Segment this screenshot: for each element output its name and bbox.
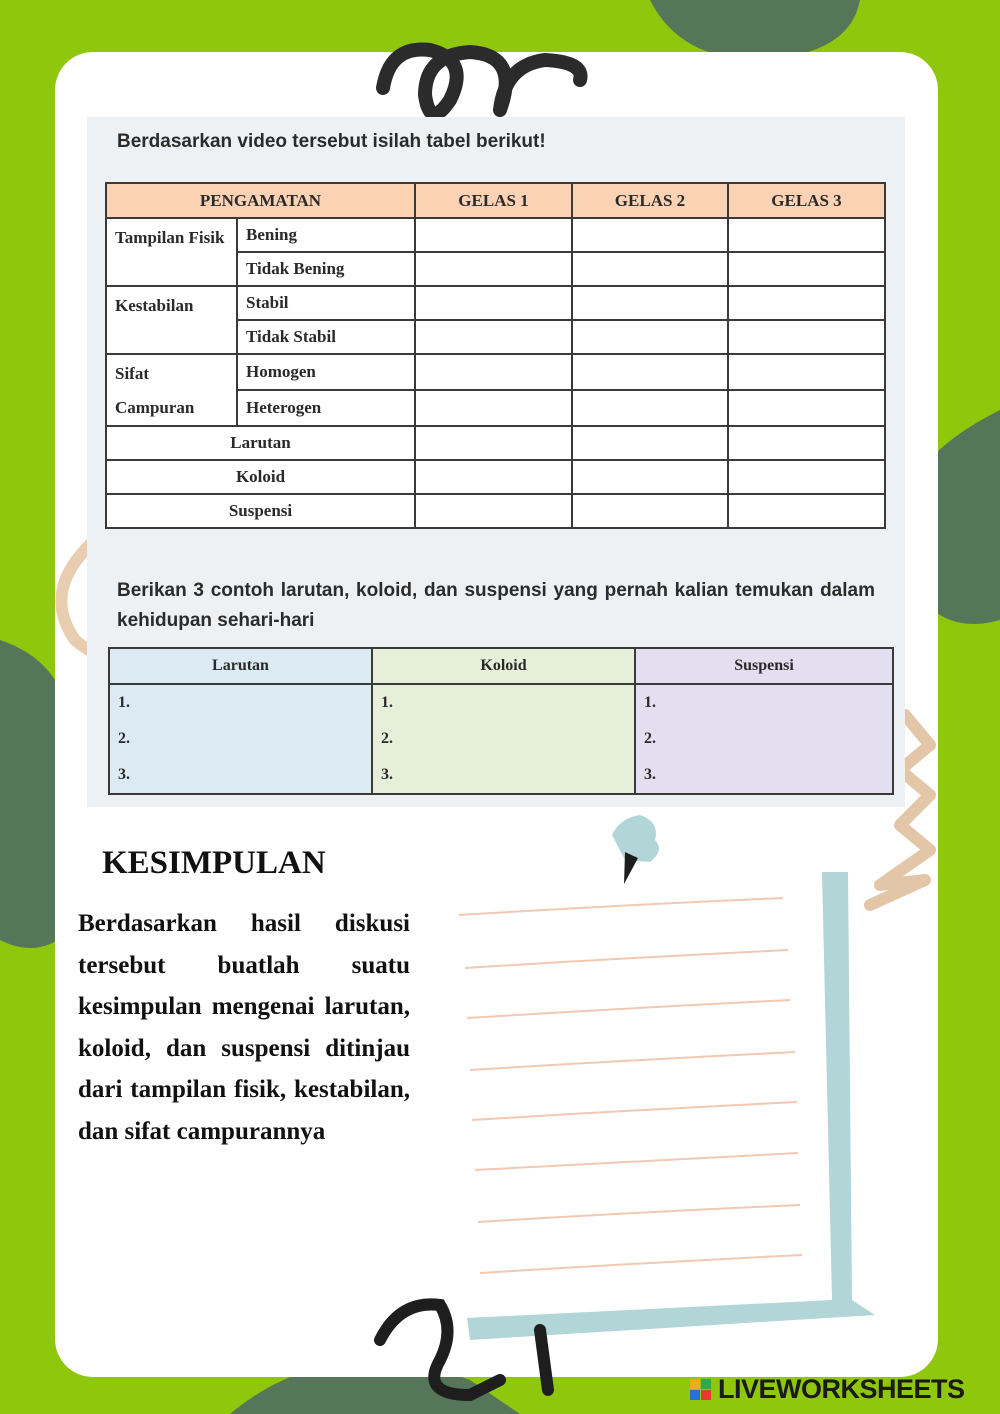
row-label: Bening <box>237 218 415 252</box>
answer-cell[interactable] <box>572 426 728 460</box>
answer-cell[interactable] <box>728 252 885 286</box>
header-pengamatan: PENGAMATAN <box>106 183 415 218</box>
conclusion-title: KESIMPULAN <box>102 845 326 881</box>
row-suspensi: Suspensi <box>106 494 415 528</box>
suspensi-examples-cell[interactable] <box>635 684 893 794</box>
answer-cell[interactable] <box>415 286 572 320</box>
answer-cell[interactable] <box>572 390 728 426</box>
answer-cell[interactable] <box>728 218 885 252</box>
row-label: Tidak Stabil <box>237 320 415 354</box>
item-number: 3. <box>381 766 393 783</box>
answer-cell[interactable] <box>728 320 885 354</box>
item-number: 2. <box>644 730 656 747</box>
row-koloid: Koloid <box>106 460 415 494</box>
answer-cell[interactable] <box>415 354 572 390</box>
header-gelas-2: GELAS 2 <box>572 183 728 218</box>
koloid-examples-cell[interactable] <box>372 684 635 794</box>
brand-name: LIVEWORKSHEETS <box>718 1374 965 1404</box>
answer-cell[interactable] <box>415 426 572 460</box>
table-instruction: Berdasarkan video tersebut isilah tabel berikut! <box>117 131 546 152</box>
row-larutan: Larutan <box>106 426 415 460</box>
header-suspensi: Suspensi <box>635 648 893 684</box>
liveworksheets-logo <box>690 1374 965 1405</box>
examples-table <box>108 647 894 795</box>
item-number: 1. <box>381 694 393 711</box>
header-larutan: Larutan <box>109 648 372 684</box>
answer-cell[interactable] <box>572 252 728 286</box>
header-koloid: Koloid <box>372 648 635 684</box>
answer-cell[interactable] <box>572 494 728 528</box>
row-label: Heterogen <box>237 390 415 426</box>
answer-cell[interactable] <box>415 494 572 528</box>
category-tampilan-fisik: Tampilan Fisik <box>106 218 237 286</box>
row-label: Homogen <box>237 354 415 390</box>
header-gelas-1: GELAS 1 <box>415 183 572 218</box>
answer-cell[interactable] <box>572 354 728 390</box>
answer-cell[interactable] <box>572 460 728 494</box>
header-gelas-3: GELAS 3 <box>728 183 885 218</box>
answer-cell[interactable] <box>728 460 885 494</box>
answer-cell[interactable] <box>572 320 728 354</box>
item-number: 1. <box>118 694 130 711</box>
answer-cell[interactable] <box>728 426 885 460</box>
answer-cell[interactable] <box>728 494 885 528</box>
answer-cell[interactable] <box>728 354 885 390</box>
answer-cell[interactable] <box>728 390 885 426</box>
answer-cell[interactable] <box>572 286 728 320</box>
row-label: Stabil <box>237 286 415 320</box>
item-number: 2. <box>381 730 393 747</box>
item-number: 3. <box>118 766 130 783</box>
item-number: 2. <box>118 730 130 747</box>
answer-cell[interactable] <box>728 286 885 320</box>
observation-table <box>105 182 886 529</box>
conclusion-answer-area[interactable] <box>458 890 803 1290</box>
answer-cell[interactable] <box>415 390 572 426</box>
row-label: Tidak Bening <box>237 252 415 286</box>
item-number: 1. <box>644 694 656 711</box>
answer-cell[interactable] <box>415 460 572 494</box>
conclusion-instructions: Berdasarkan hasil diskusi tersebut buatlah suatu kesimpulan mengenai larutan, koloid, dan suspensi ditinjau dari tampilan fisik, kestabilan, dan sifat campurannya <box>78 910 410 1145</box>
larutan-examples-cell[interactable] <box>109 684 372 794</box>
answer-cell[interactable] <box>572 218 728 252</box>
liveworksheets-icon <box>690 1379 712 1401</box>
answer-cell[interactable] <box>415 218 572 252</box>
answer-cell[interactable] <box>415 252 572 286</box>
examples-instruction: Berikan 3 contoh larutan, koloid, dan suspensi yang pernah kalian temukan dalam kehidupan sehari-hari <box>117 580 875 631</box>
answer-cell[interactable] <box>415 320 572 354</box>
category-kestabilan: Kestabilan <box>106 286 237 354</box>
item-number: 3. <box>644 766 656 783</box>
category-sifat-campuran: Sifat Campuran <box>106 354 237 426</box>
